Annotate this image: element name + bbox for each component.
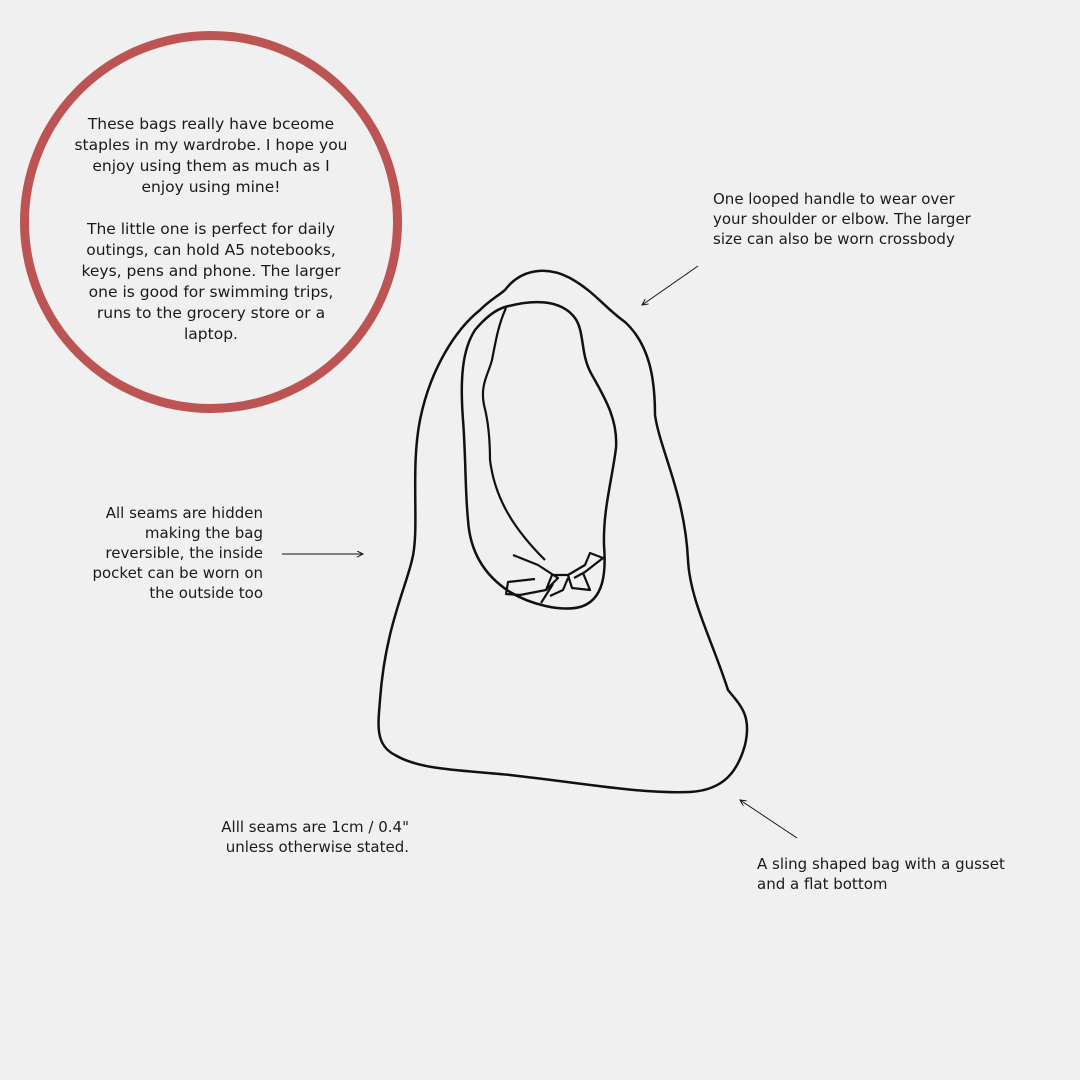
- handle-pointer-arrow: [642, 266, 698, 305]
- seams-annotation: All seams are hidden making the bag reversible, the inside pocket can be worn on the outside too: [92, 504, 263, 602]
- shape-pointer-arrow: [740, 800, 797, 838]
- handle-loop: [462, 302, 616, 608]
- seam-allowance-note: Alll seams are 1cm / 0.4" unless otherwise stated.: [221, 818, 409, 856]
- bag-outline: [379, 271, 748, 792]
- bag-shape-annotation: A sling shaped bag with a gusset and a flat bottom: [757, 855, 1005, 893]
- knot-detail: [506, 553, 603, 603]
- handle-annotation: One looped handle to wear over your shoulder or elbow. The larger size can also be worn crossbody: [713, 190, 971, 248]
- handle-inner-edge: [483, 308, 545, 560]
- intro-text: These bags really have bceome staples in my wardrobe. I hope you enjoy using them as much as I enjoy using mine! The little one is perfect for daily outings, can hold A5 notebooks, keys, pens and phone. The larger one is good for swimming trips, runs to the grocery store or a laptop.: [74, 115, 348, 343]
